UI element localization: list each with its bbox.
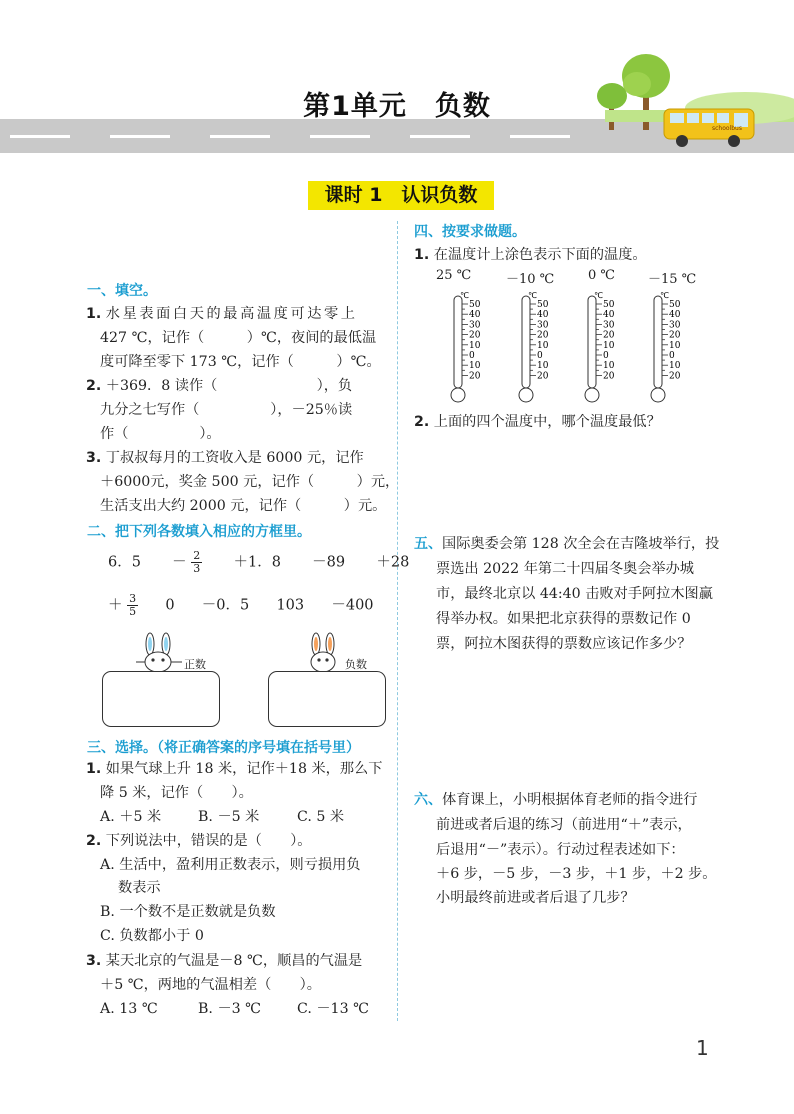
- scale-label: 20: [603, 330, 615, 341]
- scale-label: 10: [537, 361, 549, 372]
- scale-label: 20: [469, 330, 481, 341]
- section-2-title: 二、把下列各数填入相应的方框里。: [87, 524, 311, 540]
- question-1-2: [86, 374, 352, 399]
- scale-label: 30: [669, 320, 681, 331]
- number-item: 103: [276, 597, 305, 614]
- question-1-2-line3: 作（ ）。: [100, 426, 221, 442]
- question-text: 如果气球上升 18 米，记作＋18 米，那么下: [105, 761, 383, 777]
- question-6-line5: 小明最终前进或者后退了几步？: [436, 890, 635, 906]
- scale-label: 10: [469, 340, 481, 351]
- thermometers: [440, 288, 710, 408]
- question-text: 丁叔叔每月的工资收入是 6000 元，记作: [105, 450, 364, 466]
- question-3-3-option-c[interactable]: C. －13 ℃: [297, 1001, 369, 1017]
- column-divider: [397, 221, 398, 1021]
- question-6-line4: ＋6 步，－5 步，－3 步，＋1 步，＋2 步。: [436, 866, 717, 882]
- number-item: ＋1．8: [233, 554, 281, 571]
- scale-label: 20: [537, 330, 549, 341]
- number-row-1: [108, 550, 409, 575]
- scale-label: 20: [603, 371, 615, 382]
- fraction: $\frac{2}{3}$: [193, 549, 201, 575]
- question-1-1: [86, 302, 358, 327]
- positive-label: 正数: [184, 658, 206, 671]
- question-1-1-line3: 度可降至零下 173 ℃，记作（ ）℃。: [100, 354, 381, 370]
- number-row-2: [108, 593, 374, 618]
- positive-answer-box[interactable]: [102, 671, 220, 727]
- scale-label: 10: [603, 361, 615, 372]
- question-4-2: [414, 410, 661, 435]
- question-1-3: [86, 446, 364, 471]
- scale-label: 50: [469, 300, 481, 310]
- thermometer-label: 25 ℃: [436, 268, 472, 283]
- bus-label: schoolbus: [712, 125, 742, 132]
- negative-label: 负数: [345, 658, 367, 671]
- scale-label: 0: [669, 351, 675, 361]
- question-3-2-option-a-cont: 数表示: [118, 880, 161, 896]
- question-text: 上面的四个温度中，哪个温度最低？: [433, 414, 661, 430]
- thermometer-label: －15 ℃: [648, 272, 697, 287]
- thermometer-icon[interactable]: [451, 291, 481, 402]
- unit-title: 第1单元 负数: [303, 91, 491, 122]
- scale-label: 0: [603, 351, 609, 361]
- scale-unit: ℃: [660, 291, 669, 300]
- question-3-1-option-b[interactable]: B. －5 米: [198, 809, 260, 825]
- scale-label: 50: [603, 300, 615, 310]
- scale-label: 40: [603, 310, 615, 321]
- number-item: 6．5: [108, 554, 141, 571]
- question-text: 国际奥委会第 128 次全会在吉隆坡举行，投: [442, 536, 720, 552]
- scale-label: 20: [537, 371, 549, 382]
- question-number: 2.: [86, 378, 102, 394]
- thermometer-label: －10 ℃: [506, 272, 555, 287]
- scale-label: 20: [669, 371, 681, 382]
- section-5-number: 五、: [414, 536, 442, 552]
- question-1-1-line2: 427 ℃，记作（ ）℃，夜间的最低温: [100, 330, 377, 346]
- question-text: 下列说法中，错误的是（ ）。: [105, 833, 312, 849]
- question-text: ＋369．8 读作（ ），负: [105, 378, 353, 394]
- section-6-number: 六、: [414, 792, 442, 808]
- question-3-1-option-c[interactable]: C. 5 米: [297, 809, 345, 825]
- scale-label: 40: [537, 310, 549, 321]
- number-item: －400: [331, 597, 374, 614]
- question-3-2: [86, 829, 312, 854]
- negative-answer-box[interactable]: [268, 671, 386, 727]
- question-number: 1.: [414, 247, 430, 263]
- scale-label: 10: [669, 340, 681, 351]
- question-3-3-line2: ＋5 ℃，两地的气温相差（ ）。: [100, 977, 321, 993]
- road-marking: [210, 135, 270, 138]
- scale-label: 0: [469, 351, 475, 361]
- question-1-3-line3: 生活支出大约 2000 元，记作（ ）元。: [100, 498, 387, 514]
- question-6: [414, 788, 697, 813]
- question-5-line2: 票选出 2022 年第二十四届冬奥会举办城: [436, 561, 694, 577]
- question-5-line3: 市，最终北京以 44:40 击败对手阿拉木图赢: [436, 586, 713, 602]
- road-marking: [510, 135, 570, 138]
- question-3-3-option-a[interactable]: A. 13 ℃: [100, 1001, 158, 1017]
- question-number: 1.: [86, 306, 102, 322]
- number-item: ＋: [108, 597, 123, 614]
- scale-unit: ℃: [594, 291, 603, 300]
- question-text: 某天北京的气温是－8 ℃，顺昌的气温是: [105, 953, 363, 969]
- scale-label: 30: [537, 320, 549, 331]
- scale-label: 50: [537, 300, 549, 310]
- scale-label: 30: [469, 320, 481, 331]
- scale-unit: ℃: [460, 291, 469, 300]
- lesson-title: 课时 1 认识负数: [308, 181, 494, 210]
- scale-label: 40: [469, 310, 481, 321]
- thermometer-icon[interactable]: [585, 291, 615, 402]
- number-item: －: [172, 554, 187, 571]
- scale-label: 10: [537, 340, 549, 351]
- number-item: －0．5: [201, 597, 250, 614]
- thermometer-label: 0 ℃: [588, 268, 615, 283]
- scale-label: 20: [669, 330, 681, 341]
- scale-label: 10: [603, 340, 615, 351]
- question-3-2-option-a[interactable]: A. 生活中，盈利用正数表示，则亏损用负: [100, 857, 361, 873]
- question-3-2-option-b[interactable]: B. 一个数不是正数就是负数: [100, 904, 276, 920]
- section-1-title: 一、填空。: [87, 283, 157, 299]
- scale-label: 0: [537, 351, 543, 361]
- question-text: 水星表面白天的最高温度可达零上: [105, 306, 358, 322]
- scale-label: 40: [669, 310, 681, 321]
- question-number: 2.: [86, 833, 102, 849]
- question-5-line5: 票，阿拉木图获得的票数应该记作多少？: [436, 636, 692, 652]
- question-3-1-option-a[interactable]: A. ＋5 米: [100, 809, 162, 825]
- question-3-1: [86, 757, 382, 782]
- road-marking: [110, 135, 170, 138]
- thermometer-icon[interactable]: [651, 291, 681, 402]
- question-3-3-option-b[interactable]: B. －3 ℃: [198, 1001, 262, 1017]
- scale-label: 20: [469, 371, 481, 382]
- scale-label: 10: [469, 361, 481, 372]
- question-5-line4: 得举办权。如果把北京获得的票数记作 0: [436, 611, 691, 627]
- page-number: 1: [696, 1036, 709, 1060]
- road-marking: [410, 135, 470, 138]
- scale-unit: ℃: [528, 291, 537, 300]
- question-3-1-line2: 降 5 米，记作（ ）。: [100, 785, 253, 801]
- section-4-title: 四、按要求做题。: [414, 224, 526, 240]
- thermometer-icon[interactable]: [519, 291, 549, 402]
- question-1-3-line2: ＋6000元，奖金 500 元，记作（ ）元，: [100, 474, 400, 490]
- question-3-3: [86, 949, 362, 974]
- question-number: 3.: [86, 953, 102, 969]
- question-5: [414, 532, 719, 557]
- question-1-2-line2: 九分之七写作（ ），－25％读: [100, 402, 353, 418]
- question-4-1: [414, 243, 647, 268]
- number-item: －89: [312, 554, 346, 571]
- question-number: 3.: [86, 450, 102, 466]
- question-3-2-option-c[interactable]: C. 负数都小于 0: [100, 928, 204, 944]
- road-marking: [310, 135, 370, 138]
- number-item: ＋28: [376, 554, 410, 571]
- number-item: 0: [165, 597, 175, 614]
- question-text: 体育课上，小明根据体育老师的指令进行: [442, 792, 698, 808]
- question-number: 1.: [86, 761, 102, 777]
- question-6-line2: 前进或者后退的练习（前进用“＋”表示，: [436, 817, 692, 833]
- question-text: 在温度计上涂色表示下面的温度。: [433, 247, 647, 263]
- road-marking: [10, 135, 70, 138]
- rabbit-icon: [306, 632, 340, 672]
- rabbit-icon: [136, 632, 182, 672]
- section-3-title: 三、选择。（将正确答案的序号填在括号里）: [87, 740, 360, 756]
- scale-label: 30: [603, 320, 615, 331]
- scale-label: 10: [669, 361, 681, 372]
- question-number: 2.: [414, 414, 430, 430]
- scale-label: 50: [669, 300, 681, 310]
- question-6-line3: 后退用“－”表示）。行动过程表述如下：: [436, 842, 685, 858]
- fraction: $\frac{3}{5}$: [129, 592, 137, 618]
